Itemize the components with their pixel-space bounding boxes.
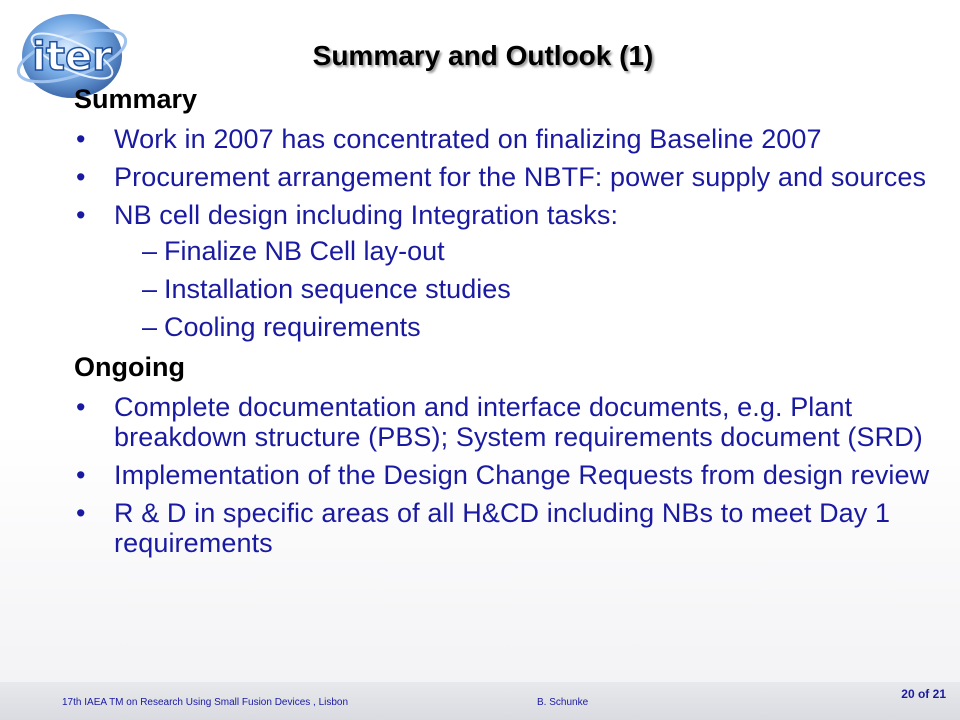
bullet-marker: • xyxy=(76,200,86,230)
bullet-marker: • xyxy=(76,498,86,528)
bullet-marker: • xyxy=(76,460,86,490)
summary-sub-item xyxy=(74,272,934,306)
ongoing-heading: Ongoing xyxy=(74,352,185,382)
bullet-text: Implementation of the Design Change Requests from design review xyxy=(114,460,930,490)
bullet-text: NB cell design including Integration tasks: xyxy=(114,200,619,230)
ongoing-bullet xyxy=(74,498,934,558)
bullet-text: R & D in specific areas of all H&CD including NBs to meet Day 1 requirements xyxy=(114,498,891,558)
summary-sub-item xyxy=(74,310,934,344)
logo-text: iter xyxy=(32,34,112,80)
bullet-marker: • xyxy=(76,162,86,192)
bullet-text: Complete documentation and interface documents, e.g. Plant breakdown structure (PBS); System requirements document (SRD) xyxy=(114,392,923,452)
slide-content xyxy=(74,82,934,558)
footer-author: B. Schunke xyxy=(537,697,589,708)
summary-heading: Summary xyxy=(74,84,198,114)
summary-sub-item xyxy=(74,234,934,268)
dash-marker: – xyxy=(142,312,158,342)
dash-marker: – xyxy=(142,236,158,266)
bullet-text: Procurement arrangement for the NBTF: power supply and sources xyxy=(114,162,927,192)
sub-item-text: Finalize NB Cell lay-out xyxy=(164,236,445,266)
footer-conference: 17th IAEA TM on Research Using Small Fusion Devices , Lisbon xyxy=(62,697,349,708)
bullet-marker: • xyxy=(76,392,86,422)
sub-item-text: Installation sequence studies xyxy=(164,274,511,304)
slide-title: Summary and Outlook (1) xyxy=(312,40,654,71)
bullet-text: Work in 2007 has concentrated on finalizing Baseline 2007 xyxy=(114,124,822,154)
bullet-marker: • xyxy=(76,124,86,154)
sub-item-text: Cooling requirements xyxy=(164,312,421,342)
summary-bullet xyxy=(74,124,934,154)
page-number: 20 of 21 xyxy=(901,687,946,701)
ongoing-bullet xyxy=(74,460,934,490)
dash-marker: – xyxy=(142,274,158,304)
summary-bullet xyxy=(74,200,934,230)
ongoing-bullet xyxy=(74,392,934,452)
summary-bullet xyxy=(74,162,934,192)
